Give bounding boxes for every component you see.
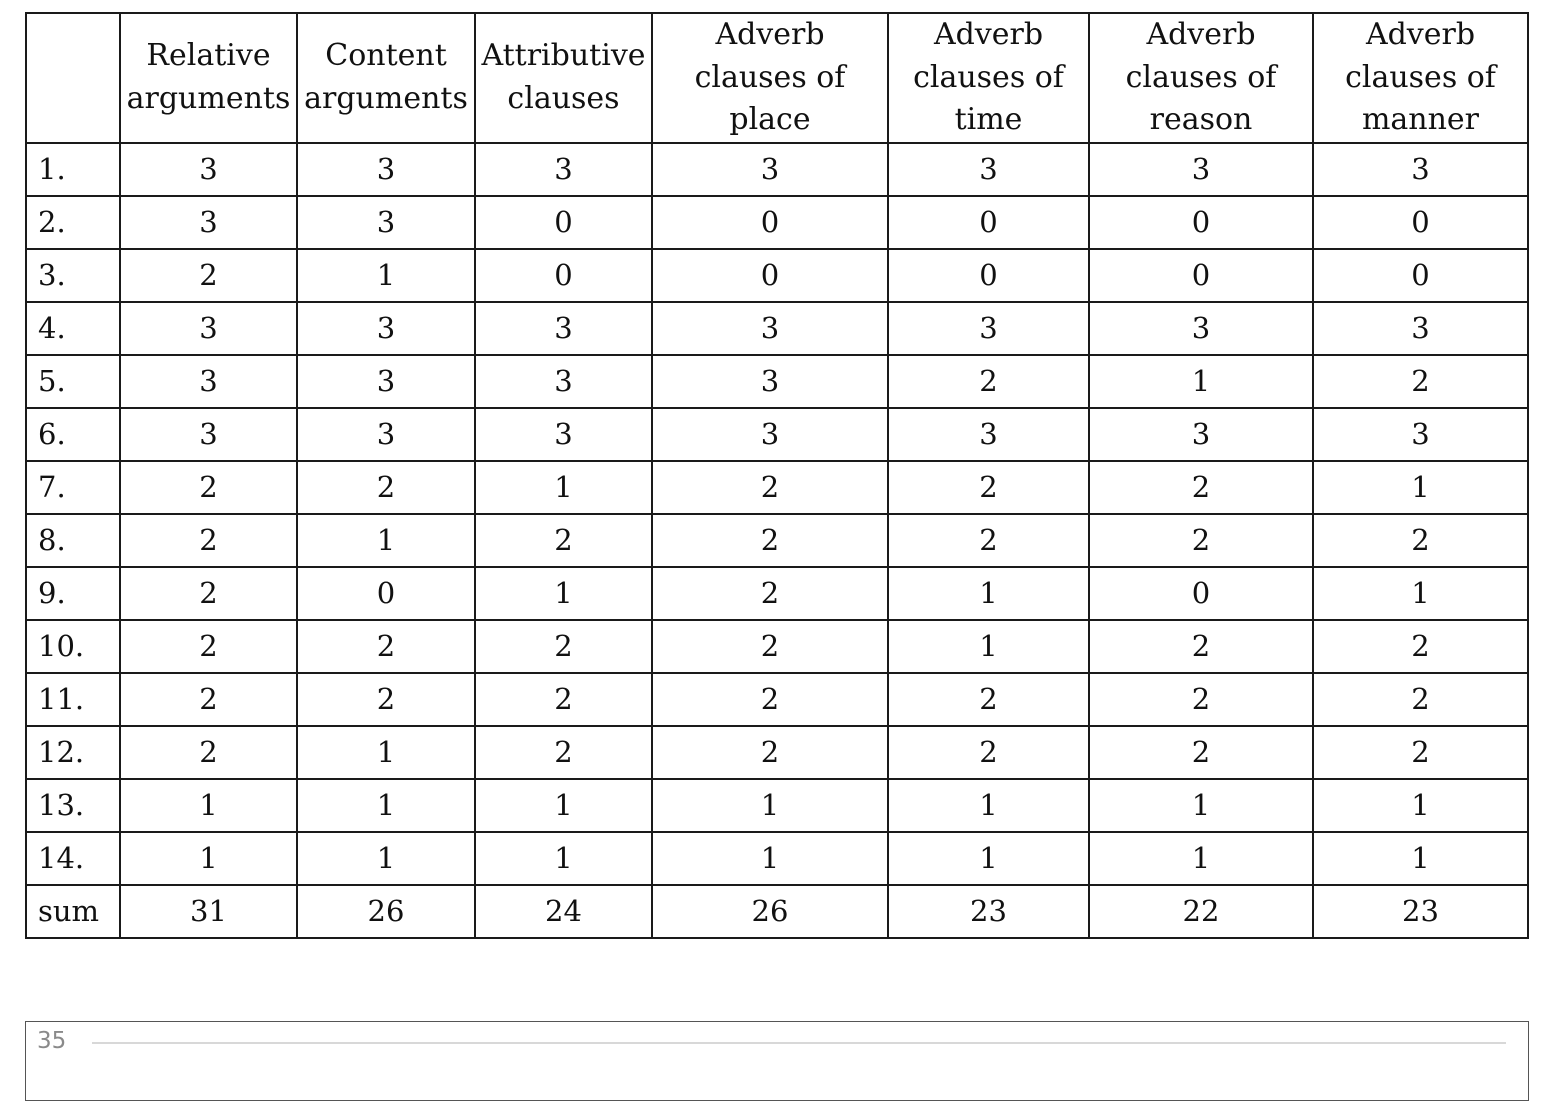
table-cell: 2 [120,726,297,779]
table-cell: 2 [120,620,297,673]
table-cell: 2 [297,461,475,514]
table-cell: 1 [652,779,888,832]
table-cell: 1 [888,779,1089,832]
table-cell: 3 [888,408,1089,461]
table-cell: 3 [652,302,888,355]
table-cell: 2 [1089,514,1313,567]
table-row [26,673,1528,726]
column-header-label: Relative arguments [126,38,291,116]
table-cell: 3 [1313,302,1528,355]
row-label: 14. [26,832,120,885]
table-cell: 2 [888,514,1089,567]
table-cell: 0 [652,249,888,302]
table-cell: 2 [120,514,297,567]
row-label: 11. [26,673,120,726]
table-cell: 1 [1089,779,1313,832]
sum-row [26,885,1528,938]
header-corner-cell [26,13,120,143]
table-cell: 2 [120,567,297,620]
table-row [26,514,1528,567]
table-cell: 3 [475,408,652,461]
table-cell: 1 [475,832,652,885]
table-cell: 2 [475,673,652,726]
table-cell: 1 [1313,779,1528,832]
column-header [1089,13,1313,143]
column-header-label: Attributive clauses [481,38,646,116]
table-cell: 1 [297,249,475,302]
table-cell: 2 [1089,461,1313,514]
table-cell: 1 [888,832,1089,885]
table-cell: 1 [297,726,475,779]
table-cell: 22 [1089,885,1313,938]
table-cell: 1 [475,461,652,514]
table-cell: 23 [1313,885,1528,938]
column-header [888,13,1089,143]
column-header [1313,13,1528,143]
table-cell: 0 [475,196,652,249]
table-cell: 2 [475,620,652,673]
table-cell: 1 [475,567,652,620]
table-cell: 0 [1313,196,1528,249]
table-cell: 3 [297,196,475,249]
table-cell: 1 [888,567,1089,620]
table-cell: 1 [1313,567,1528,620]
column-header-label: Adverb clauses of place [694,17,846,138]
table-cell: 2 [120,673,297,726]
table-cell: 26 [297,885,475,938]
column-header-label: Adverb clauses of time [913,17,1064,138]
table-cell: 1 [297,514,475,567]
table-cell: 0 [475,249,652,302]
table-cell: 1 [888,620,1089,673]
table-cell: 2 [1089,726,1313,779]
table-row [26,408,1528,461]
column-header-label: Adverb clauses of manner [1345,17,1496,138]
table-row [26,832,1528,885]
column-header [297,13,475,143]
column-header-label: Adverb clauses of reason [1125,17,1277,138]
table-cell: 3 [888,143,1089,196]
table-cell: 3 [652,355,888,408]
table-cell: 2 [1313,620,1528,673]
table-cell: 1 [297,832,475,885]
table-cell: 3 [297,355,475,408]
table-cell: 3 [1089,408,1313,461]
row-label: 8. [26,514,120,567]
table-cell: 2 [120,461,297,514]
table-cell: 2 [652,673,888,726]
column-header [652,13,888,143]
table-row [26,567,1528,620]
table-cell: 3 [120,196,297,249]
table-cell: 2 [1089,673,1313,726]
table-cell: 2 [1313,726,1528,779]
header-row [26,13,1528,143]
table-row [26,620,1528,673]
page-number: 35 [37,1028,67,1054]
table-cell: 2 [120,249,297,302]
page-footer [25,1021,1529,1101]
table-cell: 2 [888,673,1089,726]
table-cell: 3 [297,143,475,196]
table-row [26,461,1528,514]
table-cell: 2 [1089,620,1313,673]
table-cell: 26 [652,885,888,938]
table-cell: 1 [1089,832,1313,885]
table-cell: 2 [888,461,1089,514]
row-label: sum [26,885,120,938]
row-label: 6. [26,408,120,461]
table-cell: 0 [1089,249,1313,302]
table-cell: 3 [1313,143,1528,196]
table-cell: 1 [120,832,297,885]
table-cell: 2 [475,514,652,567]
table-cell: 3 [475,143,652,196]
table-cell: 1 [652,832,888,885]
table-cell: 2 [652,514,888,567]
row-label: 1. [26,143,120,196]
table-cell: 2 [888,726,1089,779]
table-cell: 3 [120,143,297,196]
table-cell: 2 [652,726,888,779]
table-cell: 1 [297,779,475,832]
column-header-label: Content arguments [304,38,468,116]
table-cell: 3 [652,143,888,196]
table-row [26,249,1528,302]
footer-rule [92,1042,1506,1044]
row-label: 4. [26,302,120,355]
table-cell: 1 [1313,461,1528,514]
table-cell: 2 [652,620,888,673]
table-cell: 2 [297,673,475,726]
row-label: 12. [26,726,120,779]
column-header [475,13,652,143]
table-cell: 3 [652,408,888,461]
row-label: 2. [26,196,120,249]
row-label: 10. [26,620,120,673]
table-row [26,196,1528,249]
row-label: 5. [26,355,120,408]
row-label: 13. [26,779,120,832]
table-row [26,726,1528,779]
table-cell: 3 [1089,143,1313,196]
table-cell: 1 [1313,832,1528,885]
table-row [26,302,1528,355]
table-cell: 3 [475,302,652,355]
column-header [120,13,297,143]
table-cell: 0 [297,567,475,620]
table-cell: 1 [120,779,297,832]
table-cell: 24 [475,885,652,938]
table-cell: 3 [475,355,652,408]
table-cell: 3 [1089,302,1313,355]
table-cell: 2 [1313,673,1528,726]
table-cell: 3 [1313,408,1528,461]
table-cell: 2 [1313,514,1528,567]
table-cell: 1 [1089,355,1313,408]
table-cell: 3 [120,355,297,408]
table-header [26,13,1528,143]
table-cell: 3 [297,302,475,355]
table-cell: 0 [888,196,1089,249]
table-row [26,143,1528,196]
table-cell: 23 [888,885,1089,938]
table-row [26,779,1528,832]
table-cell: 2 [652,461,888,514]
table-cell: 2 [297,620,475,673]
table-cell: 2 [1313,355,1528,408]
table-body [26,143,1528,938]
table-cell: 0 [888,249,1089,302]
table-cell: 3 [120,302,297,355]
table-cell: 3 [297,408,475,461]
table-cell: 2 [475,726,652,779]
table-cell: 2 [888,355,1089,408]
table-cell: 0 [652,196,888,249]
table-cell: 3 [888,302,1089,355]
table-cell: 31 [120,885,297,938]
table-cell: 1 [475,779,652,832]
table-cell: 0 [1089,196,1313,249]
table-cell: 0 [1313,249,1528,302]
row-label: 7. [26,461,120,514]
table-row [26,355,1528,408]
table-cell: 3 [120,408,297,461]
table-cell: 0 [1089,567,1313,620]
row-label: 9. [26,567,120,620]
row-label: 3. [26,249,120,302]
table-cell: 2 [652,567,888,620]
clause-table [25,12,1529,939]
